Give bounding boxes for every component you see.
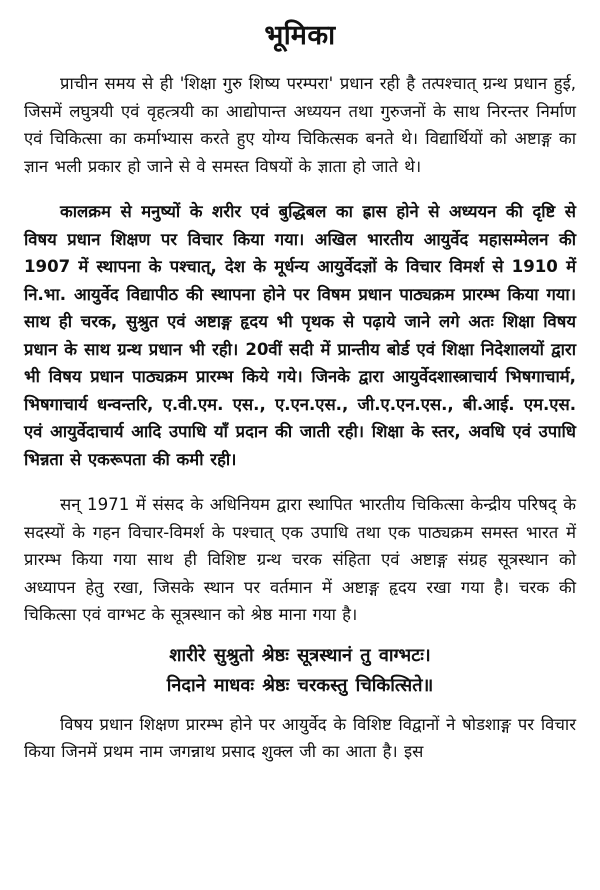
paragraph-1: प्राचीन समय से ही 'शिक्षा गुरु शिष्य परम्परा' प्रधान रही है तत्पश्चात् ग्रन्थ प्रधान हुई, जिसमें लघुत्रयी एवं वृहत्त्रयी का आद्योपान्त अध्ययन तथा गुरुजनों के साथ निरन्तर निर्माण एवं चिकित्सा का कर्माभ्यास करते हुए योग्य चिकित्सक बनते थे। विद्यार्थियों को अष्टाङ्ग का ज्ञान भली प्रकार हो जाने से वे समस्त विषयों के ज्ञाता हो जाते थे। — [24, 74, 576, 176]
sanskrit-verse — [24, 641, 576, 701]
page-title: भूमिका — [264, 20, 336, 51]
paragraph-4: विषय प्रधान शिक्षण प्रारम्भ होने पर आयुर्वेद के विशिष्ट विद्वानों ने षोडशाङ्ग पर विचार किया जिनमें प्रथम नाम जगन्नाथ प्रसाद शुक्ल जी का आता है। इस — [24, 714, 576, 761]
verse-line-1: शारीरे सुश्रुतो श्रेष्ठः सूत्रस्थानं तु वाग्भटः। — [169, 644, 431, 666]
verse-line-2: निदाने माधवः श्रेष्ठः चरकस्तु चिकित्सिते॥ — [166, 674, 434, 696]
paragraph-3: सन् 1971 में संसद के अधिनियम द्वारा स्थापित भारतीय चिकित्सा केन्द्रीय परिषद् के सदस्यों के गहन विचार-विमर्श के पश्चात् एक उपाधि तथा एक पाठ्यक्रम समस्त भारत में प्रारम्भ किया गया साथ ही विशिष्ट ग्रन्थ चरक संहिता एवं अष्टाङ्ग संग्रह सूत्रस्थान को अध्यापन हेतु रखा, जिसके स्थान पर वर्तमान में अष्टाङ्ग हृदय रखा गया है। चरक की चिकित्सा एवं वाग्भट के सूत्रस्थान को श्रेष्ठ माना गया है। — [24, 495, 576, 624]
document-page — [24, 16, 576, 878]
paragraph-2: कालक्रम से मनुष्यों के शरीर एवं बुद्धिबल का ह्रास होने से अध्ययन की दृष्टि से विषय प्रधान शिक्षण पर विचार किया गया। अखिल भारतीय आयुर्वेद महासम्मेलन की 1907 में स्थापना के पश्चात्, देश के मूर्धन्य आयुर्वेदज्ञों के विचार विमर्श से 1910 में नि.भा. आयुर्वेद विद्यापीठ की स्थापना होने पर विषम प्रधान पाठ्यक्रम प्रारम्भ किया गया। साथ ही चरक, सुश्रुत एवं अष्टाङ्ग हृदय भी पृथक से पढ़ाये जाने लगे अतः शिक्षा विषय प्रधान के साथ ग्रन्थ प्रधान भी रही। 20वीं सदी में प्रान्तीय बोर्ड एवं शिक्षा निदेशालयों द्वारा भी विषय प्रधान पाठ्यक्रम प्रारम्भ किये गये। जिनके द्वारा आयुर्वेदशास्त्राचार्य भिषगाचार्म, भिषगाचार्य धन्वन्तरि, ए.वी.एम. एस., ए.एन.एस., जी.ए.एन.एस., बी.आई. एम.एस. एवं आयुर्वेदाचार्य आदि उपाधि याँ प्रदान की जाती रही। शिक्षा के स्तर, अवधि एवं उपाधि भिन्नता से एकरूपता की कमी रही। — [24, 202, 576, 469]
